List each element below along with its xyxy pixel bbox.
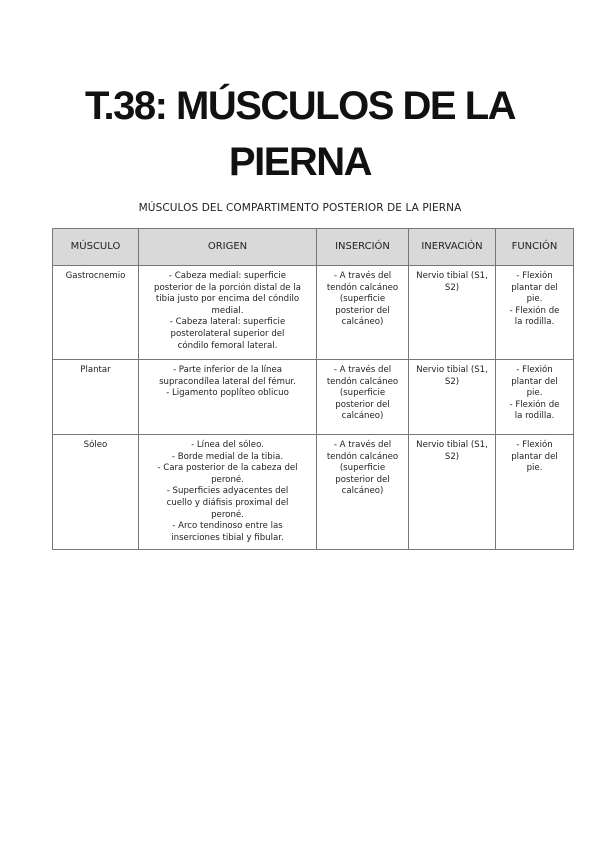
page-title-line-2: PIERNA (228, 140, 372, 184)
cell-text-line: calcáneo) (341, 486, 384, 497)
cell-text-line: cuello y diáfisis proximal del (166, 497, 289, 508)
cell-text-line: Plantar (80, 365, 111, 375)
header-insercion: INSERCIÓN (317, 229, 409, 266)
page-title-line-1: T.38: MÚSCULOS DE LA (84, 84, 516, 128)
cell-text-line: Sóleo (83, 440, 108, 450)
cell-text-line: Nervio tibial (S1, (416, 271, 488, 281)
cell-text-line: Nervio tibial (S1, (416, 365, 488, 375)
cell-text-line: tibia justo por encima del cóndilo (155, 294, 300, 305)
cell-text-line: (superficie (339, 294, 386, 305)
cell-origen (139, 266, 317, 360)
table-header-row (53, 229, 574, 266)
cell-text-line: cóndilo femoral lateral. (177, 340, 278, 351)
cell-text-line: - Parte inferior de la línea (172, 365, 283, 375)
cell-musculo (53, 435, 139, 550)
cell-text-line: - Flexión (516, 365, 553, 375)
cell-text-line: - Arco tendinoso entre las (172, 521, 283, 532)
table-row (53, 266, 574, 360)
cell-text-line: inserciones tibial y fibular. (171, 532, 284, 543)
cell-text-line: - Línea del sóleo. (191, 440, 264, 450)
cell-text-line: - Cabeza medial: superficie (168, 271, 287, 281)
cell-text-line: - A través del (333, 440, 392, 450)
cell-text-line: (superficie (339, 463, 386, 474)
cell-funcion (496, 360, 574, 435)
cell-origen (139, 360, 317, 435)
cell-text-line: tendón calcáneo (326, 376, 399, 387)
cell-text-line: calcáneo) (341, 317, 384, 328)
cell-text-line: - Flexión de (509, 305, 560, 316)
cell-text-line: posterior del (335, 474, 390, 485)
cell-text-line: - Flexión (516, 440, 553, 450)
cell-inervacion (409, 360, 496, 435)
cell-text-line: calcáneo) (341, 411, 384, 422)
header-musculo: MÚSCULO (53, 229, 139, 266)
cell-text-line: peroné. (211, 474, 244, 485)
cell-text-line: posterior del (335, 399, 390, 410)
header-funcion: FUNCIÓN (496, 229, 574, 266)
cell-text-line: - A través del (333, 271, 392, 281)
cell-text-line: posterior de la porción distal de la (154, 282, 301, 293)
cell-text-line: plantar del (511, 282, 558, 293)
header-origen: ORIGEN (139, 229, 317, 266)
header-inervacion: INERVACIÓN (409, 229, 496, 266)
cell-text-line: - Cara posterior de la cabeza del (157, 463, 298, 474)
cell-text-line: la rodilla. (514, 317, 555, 328)
cell-text-line: S2) (444, 451, 460, 462)
cell-text-line: pie. (526, 294, 543, 305)
cell-origen (139, 435, 317, 550)
cell-text-line: S2) (444, 376, 460, 387)
table-caption: MÚSCULOS DEL COMPARTIMENTO POSTERIOR DE LA PIERNA (138, 202, 462, 214)
cell-text-line: - Superficies adyacentes del (166, 486, 289, 497)
cell-text-line: S2) (444, 282, 460, 293)
cell-insercion (317, 360, 409, 435)
cell-text-line: pie. (526, 463, 543, 474)
cell-musculo (53, 360, 139, 435)
cell-text-line: Nervio tibial (S1, (416, 440, 488, 450)
cell-inervacion (409, 435, 496, 550)
cell-inervacion (409, 266, 496, 360)
cell-insercion (317, 435, 409, 550)
cell-text-line: - Flexión (516, 271, 553, 281)
muscles-table (52, 228, 574, 550)
cell-text-line: posterolateral superior del (170, 328, 285, 339)
cell-funcion (496, 435, 574, 550)
cell-text-line: (superficie (339, 388, 386, 399)
cell-text-line: plantar del (511, 376, 558, 387)
table-row (53, 435, 574, 550)
cell-text-line: medial. (211, 305, 244, 316)
cell-text-line: tendón calcáneo (326, 451, 399, 462)
cell-text-line: peroné. (211, 509, 244, 520)
cell-funcion (496, 266, 574, 360)
cell-text-line: supracondílea lateral del fémur. (159, 376, 296, 387)
cell-text-line: - Cabeza lateral: superficie (169, 317, 286, 328)
cell-text-line: Gastrocnemio (65, 271, 126, 281)
cell-text-line: - Borde medial de la tibia. (171, 451, 284, 462)
cell-musculo (53, 266, 139, 360)
cell-text-line: - A través del (333, 365, 392, 375)
cell-text-line: la rodilla. (514, 411, 555, 422)
cell-text-line: - Ligamento poplíteo oblicuo (166, 388, 289, 399)
cell-text-line: tendón calcáneo (326, 282, 399, 293)
cell-text-line: posterior del (335, 305, 390, 316)
cell-text-line: pie. (526, 388, 543, 399)
cell-text-line: plantar del (511, 451, 558, 462)
cell-insercion (317, 266, 409, 360)
cell-text-line: - Flexión de (509, 399, 560, 410)
table-row (53, 360, 574, 435)
